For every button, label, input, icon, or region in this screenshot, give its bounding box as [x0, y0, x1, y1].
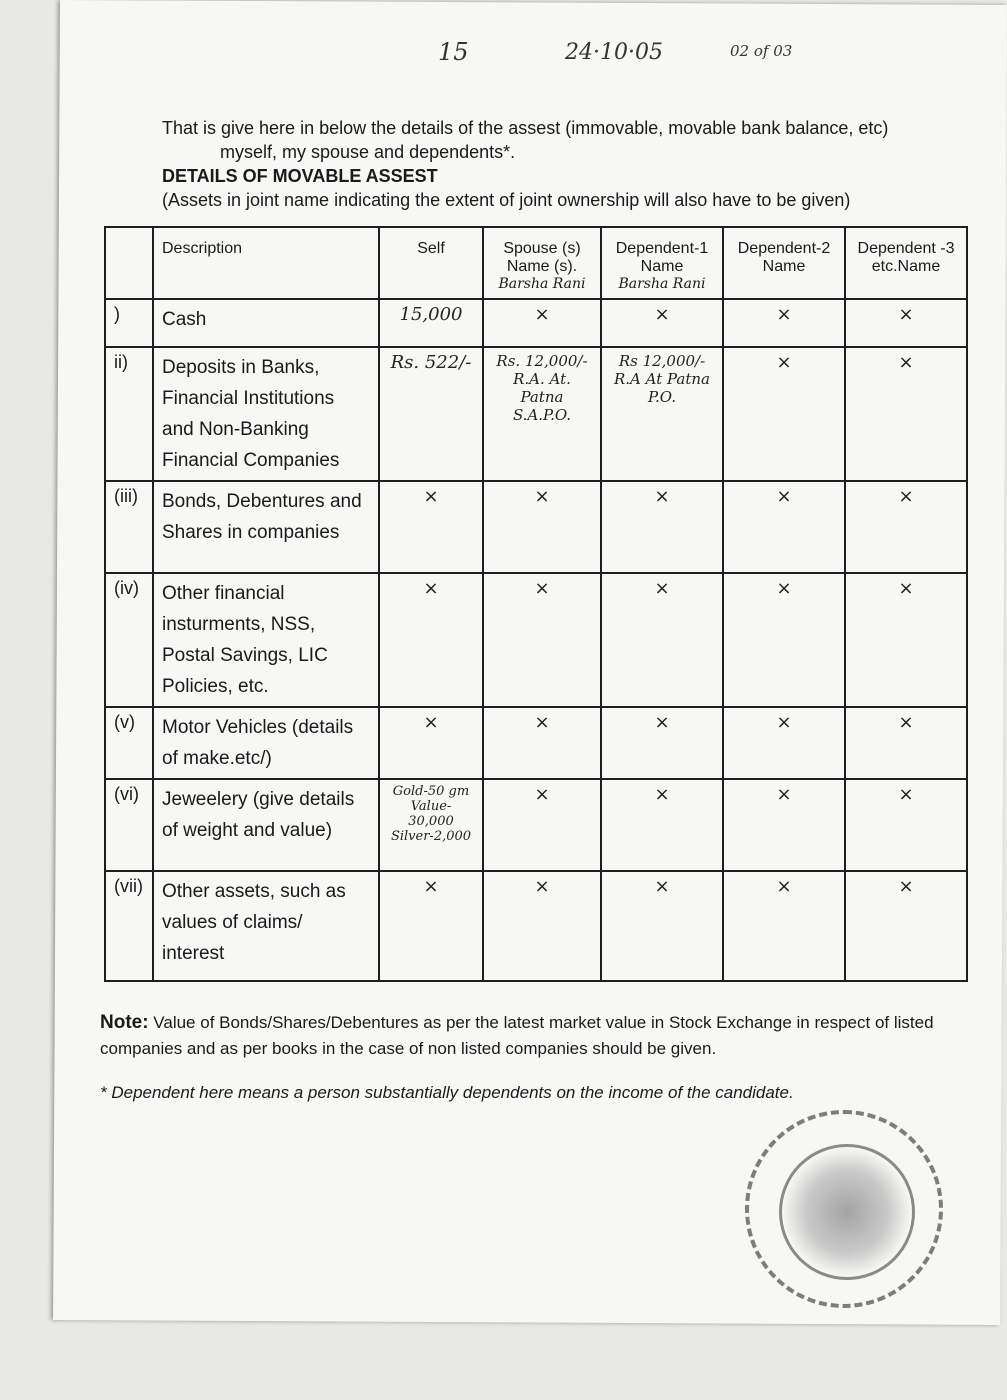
row-dependent-3: × [845, 481, 967, 573]
note-label: Note: [100, 1012, 149, 1033]
header-spouse-name: Barsha Rani [498, 276, 586, 292]
header-dependent-2: Dependent-2 Name [723, 227, 845, 299]
header-spouse [483, 227, 601, 299]
row-dependent-1: × [601, 707, 723, 779]
row-dependent-1: × [601, 871, 723, 981]
row-num: ii) [105, 347, 153, 481]
row-dependent-3: × [845, 871, 967, 981]
official-seal-stamp [745, 1110, 943, 1308]
row-num: ) [105, 299, 153, 347]
handwritten-number: 15 [438, 38, 469, 66]
footnote: * Dependent here means a person substantially dependents on the income of the candidate. [100, 1083, 794, 1102]
table-row [105, 481, 967, 573]
row-description: Jeweelery (give details of weight and value) [153, 779, 379, 871]
row-dependent-2: × [723, 871, 845, 981]
row-num: (iii) [105, 481, 153, 573]
row-self: Rs. 522/- [379, 347, 483, 481]
row-description: Bonds, Debentures and Shares in companies [153, 481, 379, 573]
header-dependent-1 [601, 227, 723, 299]
intro-line-1: That is give here in below the details of the assest (immovable, movable bank balance, etc) [162, 118, 889, 138]
row-dependent-2: × [723, 347, 845, 481]
row-dependent-2: × [723, 779, 845, 871]
row-dependent-2: × [723, 707, 845, 779]
header-dependent-1-name: Barsha Rani [618, 276, 706, 292]
handwritten-date: 24·10·05 [565, 40, 663, 65]
row-dependent-2: × [723, 299, 845, 347]
header-spouse-label: Spouse (s) Name (s). [503, 240, 581, 275]
header-dependent-1-label: Dependent-1 Name [615, 240, 709, 275]
intro-block [162, 116, 888, 212]
row-num: (vi) [105, 779, 153, 871]
row-description: Deposits in Banks, Financial Institutions and Non-Banking Financial Companies [153, 347, 379, 481]
seal-emblem [779, 1144, 915, 1280]
row-self: 15,000 [379, 299, 483, 347]
row-dependent-1: × [601, 573, 723, 707]
header-dependent-3: Dependent -3 etc.Name [845, 227, 967, 299]
row-num: (iv) [105, 573, 153, 707]
row-dependent-2: × [723, 481, 845, 573]
row-description: Other financial insturments, NSS, Postal Savings, LIC Policies, etc. [153, 573, 379, 707]
row-self: × [379, 481, 483, 573]
header-self: Self [379, 227, 483, 299]
table-row [105, 573, 967, 707]
header-description: Description [153, 227, 379, 299]
row-spouse: × [483, 299, 601, 347]
row-dependent-1: × [601, 299, 723, 347]
row-spouse: × [483, 573, 601, 707]
table-row [105, 871, 967, 981]
row-self: × [379, 871, 483, 981]
intro-line-3: (Assets in joint name indicating the extent of joint ownership will also have to be given) [162, 190, 851, 210]
table-header-row [105, 227, 967, 299]
table-row [105, 779, 967, 871]
row-description: Cash [153, 299, 379, 347]
row-dependent-1: × [601, 481, 723, 573]
row-spouse: × [483, 871, 601, 981]
header-num [105, 227, 153, 299]
intro-line-2: myself, my spouse and dependents*. [220, 142, 516, 162]
row-spouse: × [483, 707, 601, 779]
row-self: × [379, 573, 483, 707]
section-heading: DETAILS OF MOVABLE ASSEST [162, 166, 438, 186]
row-description: Other assets, such as values of claims/ interest [153, 871, 379, 981]
row-num: (v) [105, 707, 153, 779]
row-dependent-3: × [845, 779, 967, 871]
row-dependent-3: × [845, 573, 967, 707]
row-dependent-3: × [845, 299, 967, 347]
table-row [105, 707, 967, 779]
row-dependent-1: × [601, 779, 723, 871]
row-self: Gold-50 gm Value-30,000 Silver-2,000 [379, 779, 483, 871]
row-spouse: × [483, 481, 601, 573]
row-dependent-2: × [723, 573, 845, 707]
row-spouse: × [483, 779, 601, 871]
row-dependent-3: × [845, 347, 967, 481]
movable-assets-table [104, 226, 968, 982]
row-spouse: Rs. 12,000/- R.A. At. Patna S.A.P.O. [483, 347, 601, 481]
handwritten-page: 02 of 03 [730, 42, 793, 60]
row-dependent-3: × [845, 707, 967, 779]
note-text: Value of Bonds/Shares/Debentures as per the latest market value in Stock Exchange in respect of listed companies and as per books in the case of non listed companies should be given. [100, 1013, 934, 1058]
row-num: (vii) [105, 871, 153, 981]
table-row [105, 299, 967, 347]
row-dependent-1: Rs 12,000/- R.A At Patna P.O. [601, 347, 723, 481]
note-block [100, 1010, 970, 1062]
row-self: × [379, 707, 483, 779]
row-description: Motor Vehicles (details of make.etc/) [153, 707, 379, 779]
table-row [105, 347, 967, 481]
